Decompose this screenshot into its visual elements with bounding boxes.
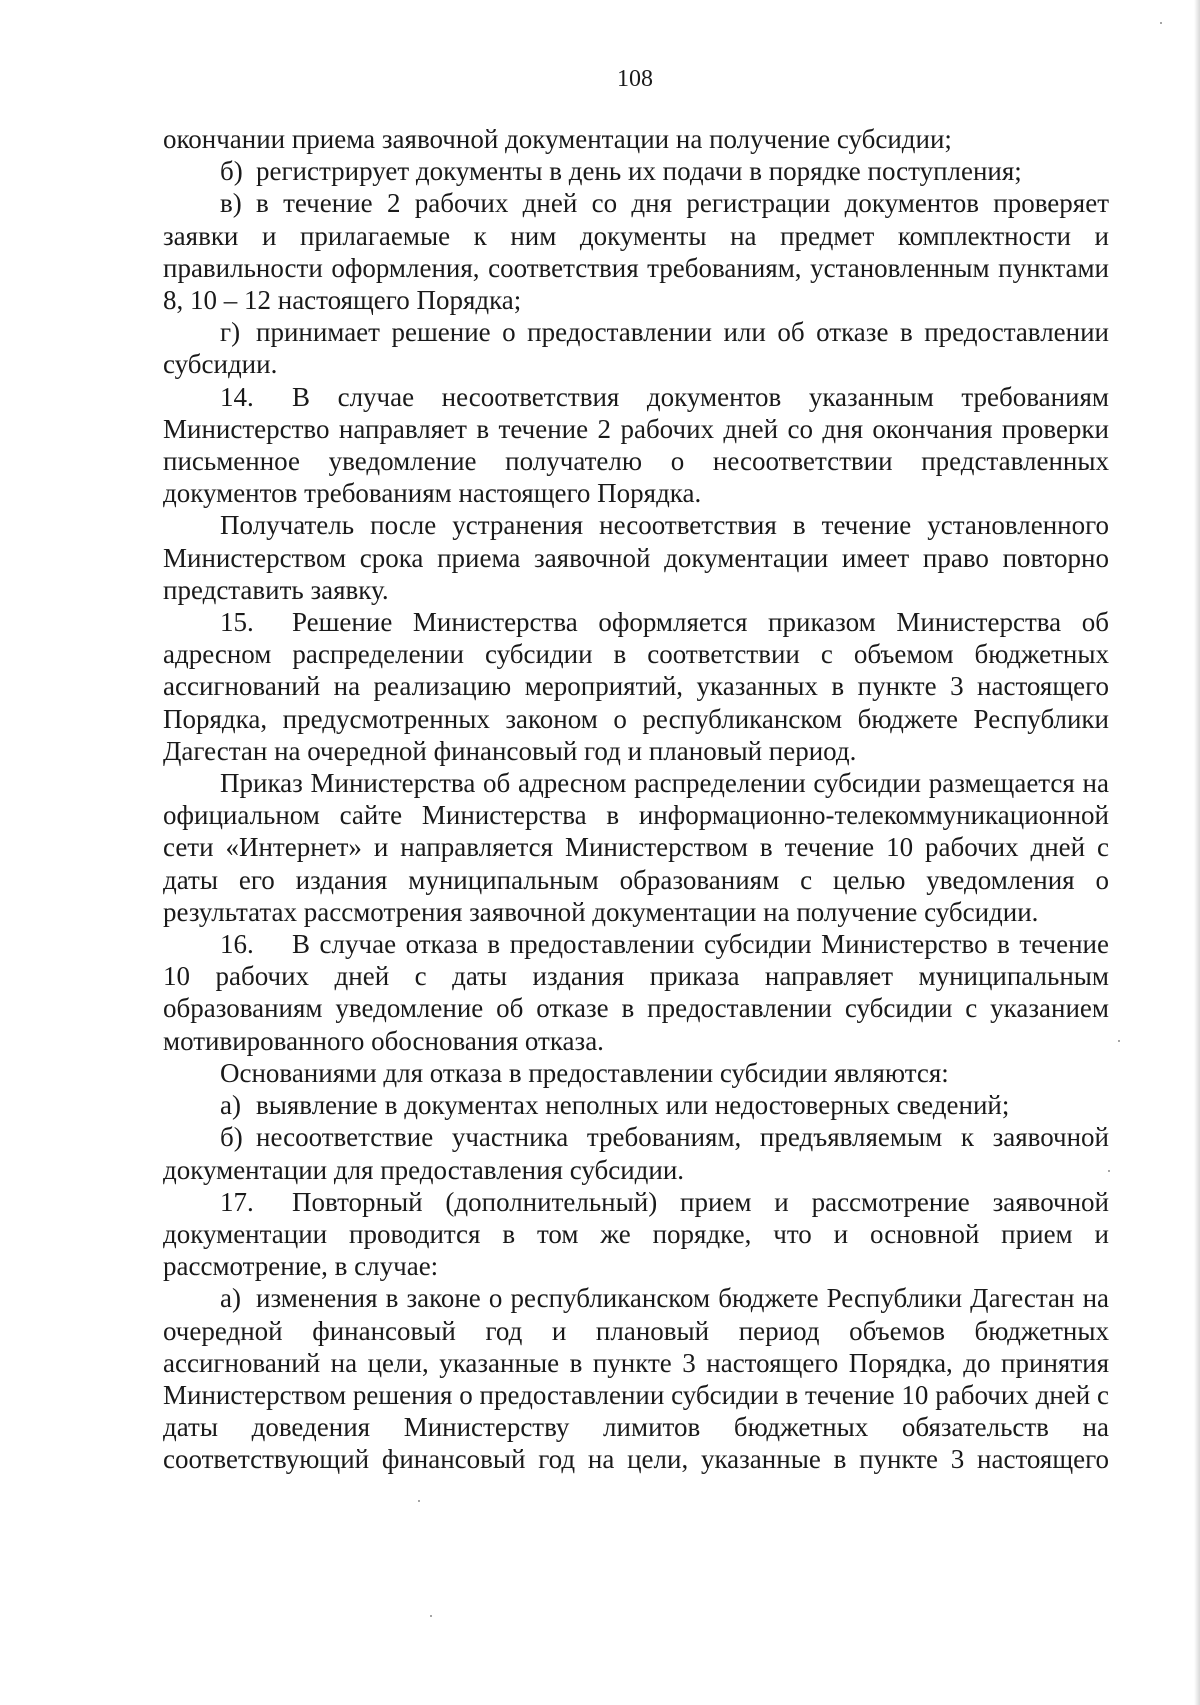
- clause-15: [163, 606, 1109, 767]
- clause-16-paragraph: [163, 1057, 1109, 1089]
- paragraph-text: окончании приема заявочной документации на получение субсидии;: [163, 124, 952, 154]
- list-item-a: [163, 1089, 1109, 1121]
- list-marker: б): [220, 156, 243, 187]
- list-marker: в): [220, 188, 242, 219]
- clause-number: 16.: [220, 929, 254, 960]
- paragraph-text: Повторный (дополнительный) прием и рассмотрение заявочной документации проводится в том же порядке, что и основной прием и рассмотрение, в случае:: [163, 1186, 1109, 1282]
- clause-number: 15.: [220, 607, 254, 638]
- paragraph-text: принимает решение о предоставлении или об отказе в предоставлении субсидии.: [163, 317, 1109, 380]
- clause-15-paragraph: [163, 767, 1109, 928]
- page-number: 108: [617, 66, 653, 92]
- paragraph-text: Основаниями для отказа в предоставлении субсидии являются:: [220, 1057, 949, 1088]
- paragraph-continuation: [163, 123, 1109, 155]
- list-marker: б): [220, 1122, 243, 1153]
- paragraph-text: несоответствие участника требованиям, предъявляемым к заявочной документации для предоставления субсидии.: [163, 1122, 1109, 1185]
- list-marker: а): [220, 1090, 241, 1121]
- list-item-g: [163, 316, 1109, 380]
- paragraph-text: Получатель после устранения несоответствия в течение установленного Министерством срока приема заявочной документации имеет право повторно представить заявку.: [163, 510, 1109, 605]
- paragraph-text: в течение 2 рабочих дней со дня регистрации документов проверяет заявки и прилагаемые к ним документы на предмет комплектности и правильности оформления, соответствия требованиям, установленным пунктами 8, 10 – 12 настоящего Порядка;: [163, 188, 1109, 316]
- scan-speck: [1160, 22, 1162, 24]
- paragraph-text: изменения в законе о республиканском бюджете Республики Дагестан на очередной финансовый год и плановый период объемов бюджетных ассигнований на цели, указанные в пункте 3 настоящего Порядка, до принятия Министерством решения о предоставлении субсидии в течение 10 рабочих дней с даты доведения Министерству лимитов бюджетных обязательств на соответствующий финансовый год на цели, указанные в пункте 3 настоящего: [163, 1283, 1109, 1475]
- clause-14-paragraph: [163, 509, 1109, 606]
- document-body: [163, 123, 1109, 1476]
- clause-14: [163, 381, 1109, 510]
- clause-number: 17.: [220, 1186, 254, 1217]
- list-item-b: [163, 155, 1109, 187]
- scan-speck: [430, 1615, 432, 1617]
- scan-speck: [418, 1500, 420, 1502]
- list-marker: г): [220, 317, 241, 348]
- list-item-b-2: [163, 1121, 1109, 1185]
- paragraph-text: Решение Министерства оформляется приказом Министерства об адресном распределении субсидии в соответствии с объемом бюджетных ассигнований на реализацию мероприятий, указанных в пункте 3 настоящего Порядка, предусмотренных законом о республиканском бюджете Республики Дагестан на очередной финансовый год и плановый период.: [163, 607, 1109, 766]
- scan-speck: [1108, 1170, 1110, 1172]
- clause-number: 14.: [220, 381, 254, 412]
- page-edge-shadow: [1194, 0, 1200, 1705]
- list-item-v: [163, 187, 1109, 316]
- list-item-a-2: [163, 1282, 1109, 1475]
- clause-16: [163, 928, 1109, 1057]
- scan-speck: [1118, 1040, 1120, 1042]
- paragraph-text: Приказ Министерства об адресном распределении субсидии размещается на официальном сайте Министерства в информационно-телекоммуникационной сети «Интернет» и направляется Министерством в течение 10 рабочих дней с даты его издания муниципальным образованиям с целью уведомления о результатах рассмотрения заявочной документации на получение субсидии.: [163, 768, 1109, 927]
- list-marker: а): [220, 1283, 241, 1314]
- clause-17: [163, 1186, 1109, 1283]
- paragraph-text: В случае несоответствия документов указанным требованиям Министерство направляет в течение 2 рабочих дней со дня окончания проверки письменное уведомление получателю о несоответствии представленных документов требованиям настоящего Порядка.: [163, 381, 1109, 509]
- paragraph-text: В случае отказа в предоставлении субсидии Министерство в течение 10 рабочих дней с даты издания приказа направляет муниципальным образованиям уведомление об отказе в предоставлении субсидии с указанием мотивированного обоснования отказа.: [163, 929, 1109, 1056]
- paragraph-text: регистрирует документы в день их подачи в порядке поступления;: [256, 156, 1022, 187]
- paragraph-text: выявление в документах неполных или недостоверных сведений;: [256, 1090, 1010, 1121]
